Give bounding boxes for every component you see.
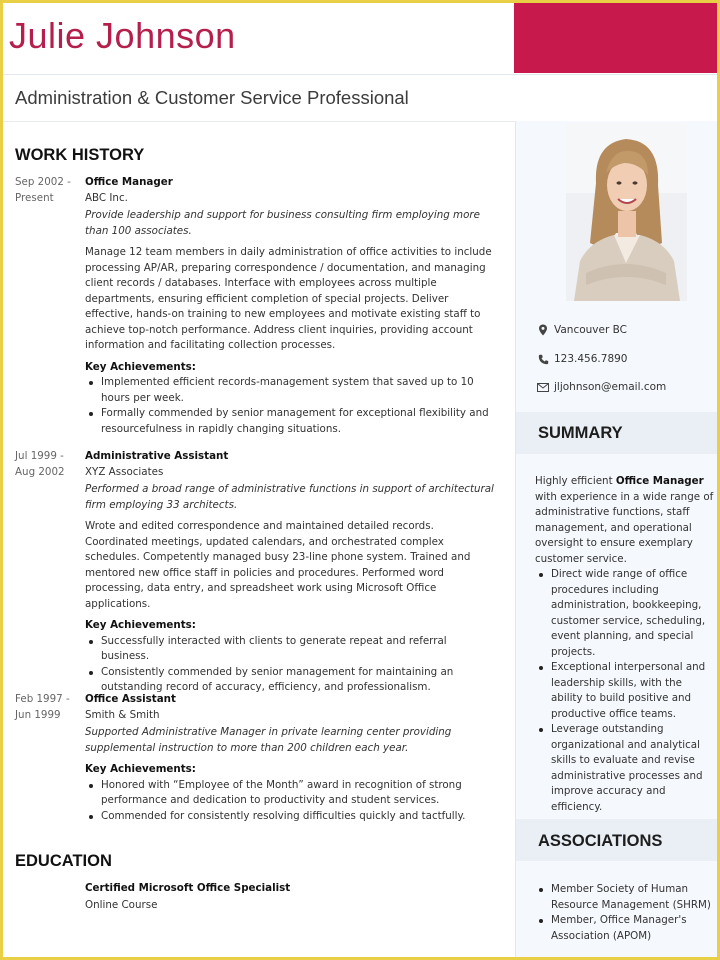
candidate-subtitle: Administration & Customer Service Professional: [15, 87, 409, 108]
job-details: Wrote and edited correspondence and maintained detailed records. Coordinated meetings, updated calendars, and orchestrated complex schedules. Competently managed busy 23-line phone system. Trained and mentored new office staff in policies and procedures. Performed word processing, data entry, and spreadsheet work using Microsoft Office applications.: [85, 520, 471, 610]
list-item: Member Society of Human Resource Management (SHRM): [535, 882, 715, 913]
map-pin-icon: [536, 323, 550, 337]
achievements-label: Key Achievements:: [85, 360, 196, 373]
candidate-name: Julie Johnson: [9, 15, 236, 56]
achievements-list: [85, 375, 497, 437]
contact-location: [536, 323, 627, 337]
education-heading: EDUCATION: [15, 852, 112, 870]
contact-phone: [536, 352, 627, 366]
phone-icon: [536, 352, 550, 366]
contact-phone-text: 123.456.7890: [554, 353, 628, 365]
achievements-list: [85, 778, 497, 825]
list-item: Consistently commended by senior management for maintaining an outstanding record of accuracy, efficiency, and professionalism.: [85, 665, 497, 696]
associations-heading: ASSOCIATIONS: [538, 832, 663, 850]
job-title: Office Assistant: [85, 693, 176, 705]
job-dates: Feb 1997 - Jun 1999: [15, 693, 70, 721]
header-divider: [3, 74, 720, 75]
achievements-label: Key Achievements:: [85, 763, 196, 775]
work-history-heading: WORK HISTORY: [15, 146, 145, 164]
content-divider: [3, 121, 516, 122]
job-company: XYZ Associates: [85, 465, 164, 478]
education-entry: [85, 880, 485, 914]
summary-intro: Highly efficient Office Manager with experience in a wide range of administrative functions, staff management, and operational oversight to ensure exemplary customer service.: [535, 475, 714, 565]
job-entry: [15, 175, 495, 437]
associations-list: [535, 882, 715, 944]
contact-email-text[interactable]: jljohnson@email.com: [554, 381, 667, 393]
header-accent-block: [514, 3, 720, 73]
job-description: Supported Administrative Manager in private learning center providing supplemental instruction to more than 200 children each year.: [85, 726, 452, 754]
job-dates: Jul 1999 - Aug 2002: [15, 450, 65, 478]
achievements-label: Key Achievements:: [85, 619, 196, 631]
list-item: Exceptional interpersonal and leadership skills, with the ability to build positive and productive office teams.: [535, 660, 715, 722]
envelope-icon: [536, 380, 550, 394]
job-details: Manage 12 team members in daily administration of office activities to include processing AP/AR, preparing correspondence / documentation, and managing client records / databases. Interface with employees across multiple departments, ensuring efficient completion of special projects. Deliver effective, hands-on training to new employees and motivate existing staff to achieve top-notch performance. Address client inquiries, providing account information and facilitating collection processes.: [85, 246, 492, 351]
contact-email[interactable]: [536, 380, 666, 394]
job-description: Performed a broad range of administrative functions in support of architectural firm employing 33 architects.: [85, 483, 494, 511]
profile-photo-illustration: [566, 123, 687, 301]
list-item: Commended for consistently resolving difficulties quickly and tactfully.: [85, 809, 497, 825]
job-entry: [15, 692, 495, 824]
list-item: Leverage outstanding organizational and analytical skills to evaluate and revise administrative processes and improve accuracy and efficiency.: [535, 722, 715, 815]
list-item: Implemented efficient records-management system that saved up to 10 hours per week.: [85, 375, 497, 406]
education-title: Certified Microsoft Office Specialist: [85, 882, 291, 894]
list-item: Direct wide range of office procedures including administration, bookkeeping, customer service, scheduling, event planning, and special projects.: [535, 567, 715, 660]
job-company: Smith & Smith: [85, 708, 160, 721]
profile-photo: [566, 123, 687, 301]
job-description: Provide leadership and support for business consulting firm employing more than 100 associates.: [85, 209, 480, 237]
list-item: Formally commended by senior management for exceptional flexibility and resourcefulness in rapidly changing situations.: [85, 406, 497, 437]
job-title: Office Manager: [85, 176, 173, 188]
summary-heading: SUMMARY: [538, 424, 623, 442]
job-title: Administrative Assistant: [85, 450, 229, 462]
summary-section: [535, 474, 715, 815]
list-item: Honored with “Employee of the Month” award in recognition of strong performance and dedication to productivity and student services.: [85, 778, 497, 809]
achievements-list: [85, 634, 497, 696]
education-institution: Online Course: [85, 899, 158, 911]
list-item: Successfully interacted with clients to generate repeat and referral business.: [85, 634, 497, 665]
list-item: Member, Office Manager's Association (APOM): [535, 913, 715, 944]
contact-location-text: Vancouver BC: [554, 324, 627, 336]
job-entry: [15, 449, 495, 696]
summary-bullets: [535, 567, 715, 815]
job-company: ABC Inc.: [85, 191, 128, 204]
job-dates: Sep 2002 - Present: [15, 176, 71, 204]
